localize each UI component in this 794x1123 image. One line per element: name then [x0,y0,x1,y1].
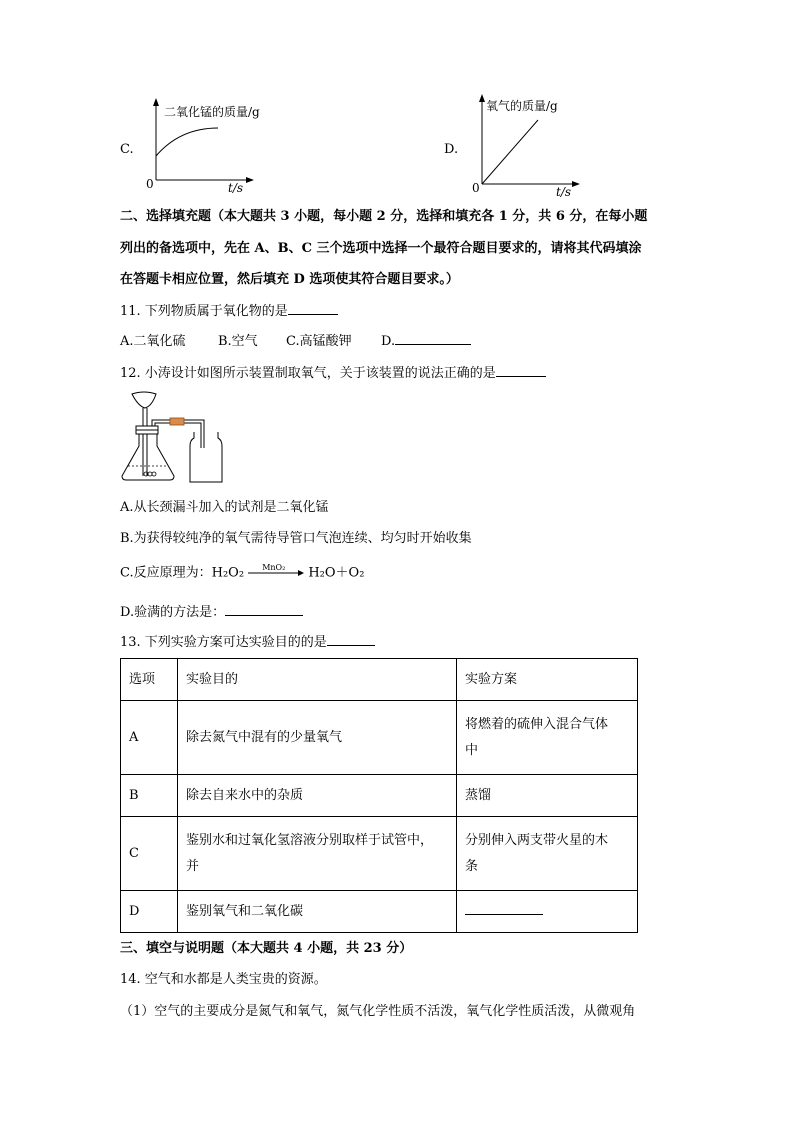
q13-stem [120,634,375,652]
row-c-goal [178,817,457,891]
header-option: 选项 [121,659,178,701]
graph-c-y-arrow [153,98,159,106]
q12-stem-text: 12. 小涛设计如图所示装置制取氧气，关于该装置的说法正确的是 [120,366,496,381]
graph-d [468,92,588,198]
q11-stem [120,303,338,321]
q12-equation-catalyst: MnO₂ [262,563,286,572]
row-d-option: D [121,891,178,933]
q11-option-d-blank [395,344,471,345]
section2-line3: 在答题卡相应位置，然后填充 D 选项使其符合题目要求。） [120,272,459,287]
table-row [121,775,638,817]
row-d-goal: 鉴别氧气和二氧化碳 [178,891,457,933]
table-row [121,817,638,891]
q11-blank [288,314,338,315]
header-plan: 实验方案 [457,659,638,701]
graph-c-xlabel: t/s [228,181,244,194]
row-a-plan-line2: 中 [465,742,479,758]
row-a-plan-line1: 将燃着的硫伸入混合气体 [465,716,609,732]
q14-sub1: （1）空气的主要成分是氮气和氧气，氮气化学性质不活泼，氧气化学性质活泼，从微观角 [120,1004,636,1019]
header-goal: 实验目的 [178,659,457,701]
q11-option-b: B.空气 [218,334,258,349]
graph-c [140,98,280,194]
graph-c-origin: 0 [146,177,154,191]
q13-table [120,658,638,933]
graph-d-ylabel: 氧气的质量/g [486,99,558,113]
row-c-plan-line2: 条 [465,858,479,874]
q13-blank [327,645,375,646]
row-a-option: A [121,701,178,775]
q12-option-d-label: D.验满的方法是： [120,605,226,620]
row-a-goal: 除去氮气中混有的少量氧气 [178,701,457,775]
row-c-goal-line2: 并 [186,858,200,874]
graph-d-line [482,120,538,184]
section2-line2: 列出的备选项中，先在 A、B、C 三个选项中选择一个最符合题目要求的，请将其代码填涂 [120,241,642,256]
table-row [121,701,638,775]
section2-line1: 二、选择填充题（本大题共 3 小题，每小题 2 分，选择和填充各 1 分，共 6 分，在每小题 [120,209,648,224]
row-b-plan: 蒸馏 [457,775,638,817]
section3-title: 三、填空与说明题（本大题共 4 小题，共 23 分） [120,941,413,956]
q12-option-a: A.从长颈漏斗加入的试剂是二氧化锰 [120,500,329,515]
q13-stem-text: 13. 下列实验方案可达实验目的的是 [120,635,327,650]
option-c-label: C. [120,142,134,157]
q12-stem [120,365,546,383]
q12-equation-products: H₂O＋O₂ [308,565,365,581]
row-c-goal-line1: 鉴别水和过氧化氢溶液分别取样于试管中， [186,832,434,848]
graph-c-x-arrow [246,177,254,183]
q11-option-d [381,333,471,351]
graph-d-origin: 0 [472,181,480,195]
q11-option-a: A.二氧化硫 [120,334,186,349]
funnel-cup [132,392,156,408]
graph-d-x-arrow [572,181,580,187]
option-d-label: D. [444,142,459,157]
q11-option-d-label: D. [381,334,396,349]
q12-option-d [120,604,303,622]
q12-option-c [120,564,364,583]
row-a-plan [457,701,638,775]
q12-option-d-blank [225,615,303,616]
graph-c-ylabel: 二氧化锰的质量/g [164,105,260,119]
q12-option-b: B.为获得较纯净的氧气需待导管口气泡连续、均匀时开始收集 [120,531,472,546]
row-b-option: B [121,775,178,817]
row-b-goal: 除去自来水中的杂质 [178,775,457,817]
q12-option-c-prefix: C.反应原理为： [120,565,212,581]
row-c-option: C [121,817,178,891]
row-d-plan [457,891,638,933]
oxygen-apparatus-diagram [118,390,230,486]
rubber-tube [170,418,184,425]
graph-d-y-arrow [479,94,485,102]
q12-equation-arrow [248,564,304,582]
graph-c-curve [156,128,218,156]
table-row [121,891,638,933]
q12-blank [496,376,546,377]
q11-stem-text: 11. 下列物质属于氧化物的是 [120,304,288,319]
q12-equation-reactant: H₂O₂ [211,565,245,581]
q14-stem: 14. 空气和水都是人类宝贵的资源。 [120,972,327,987]
graph-d-xlabel: t/s [556,185,572,198]
collection-bottle [190,432,222,482]
row-c-plan [457,817,638,891]
row-c-plan-line1: 分别伸入两支带火星的木 [465,832,609,848]
table-header-row [121,659,638,701]
row-d-plan-blank [465,914,543,915]
q11-option-c: C.高锰酸钾 [286,334,352,349]
